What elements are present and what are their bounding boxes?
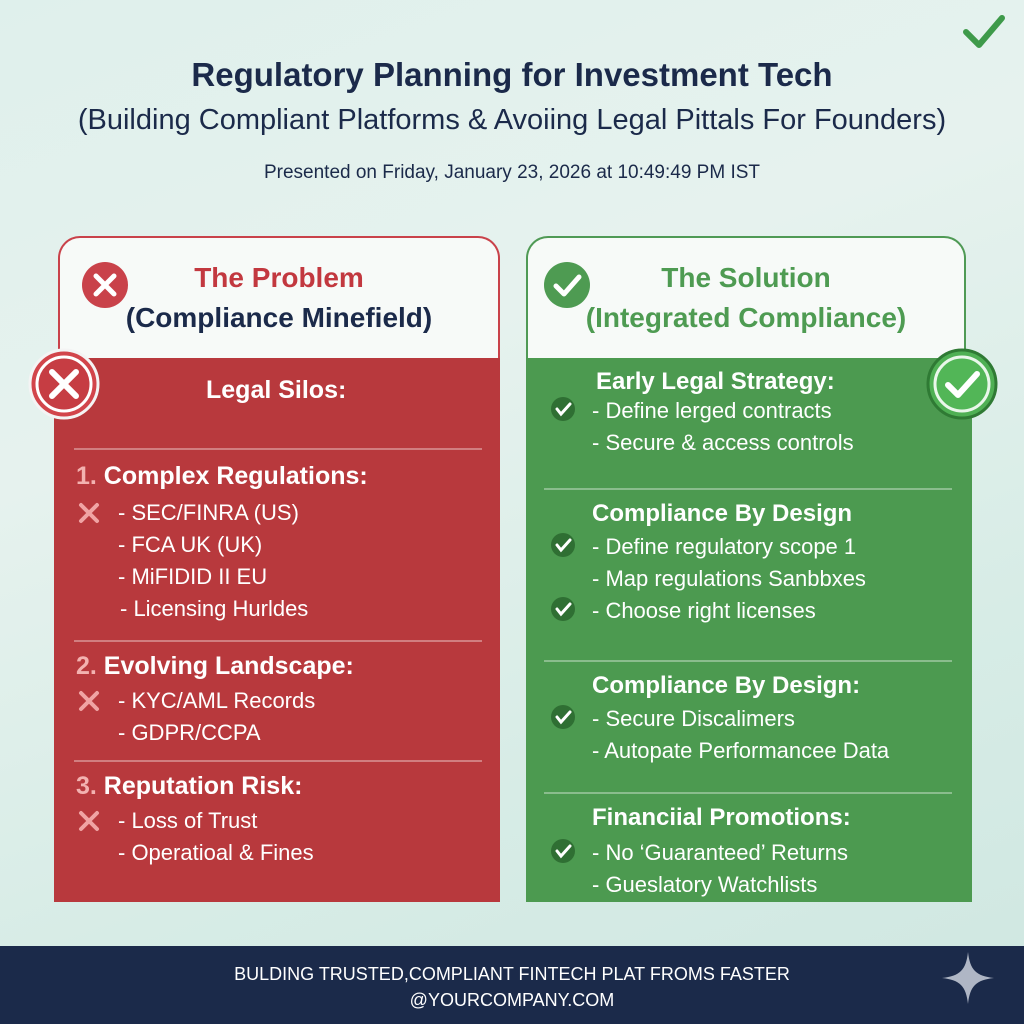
list-item: - No ‘Guaranteed’ Returns [592,840,848,865]
check-badge-icon [926,348,998,420]
divider [544,660,952,662]
list-item: - FCA UK (UK) [118,532,263,557]
cross-icon [76,500,102,526]
divider [74,448,482,450]
cross-icon [76,808,102,834]
sparkle-icon [940,950,996,1006]
check-icon [550,704,576,730]
footer-tagline: BULDING TRUSTED,COMPLIANT FINTECH PLAT FROMS FASTER [234,964,790,984]
list-item: - SEC/FINRA (US) [118,500,299,525]
section-heading: Compliance By Design [592,500,853,527]
section-heading: Financiial Promotions: [592,804,851,831]
list-item: - Operatioal & Fines [118,840,314,865]
problem-panel [54,236,500,902]
presentation-date: Presented on Friday, January 23, 2026 at 10:49:49 PM IST [263,162,761,183]
problem-title: The Problem [194,262,364,293]
cross-icon [76,688,102,714]
problem-subtitle: (Compliance Minefield) [125,302,433,333]
check-icon [550,838,576,864]
problem-panel-header [58,236,500,358]
divider [74,640,482,642]
solution-title: The Solution [661,262,831,293]
page-title: Regulatory Planning for Investment Tech [191,56,833,93]
solution-panel-header [526,236,966,358]
list-item: - Choose right licenses [592,598,816,623]
section-heading: 2. Evolving Landscape: [76,652,354,680]
check-icon [550,532,576,558]
list-item: - Loss of Trust [118,808,258,833]
divider [544,488,952,490]
list-item: - Map regulations Sanbbxes [592,566,866,591]
list-item: - KYC/AML Records [118,688,316,713]
check-icon [550,396,576,422]
divider [74,760,482,762]
list-item: - Define regulatory scope 1 [592,534,857,559]
section-heading: 1. Complex Regulations: [76,462,368,490]
list-item: - Licensing Hurldes [120,596,309,621]
footer [0,946,1024,1024]
problem-panel-body [54,358,500,902]
solution-panel-body [526,358,972,902]
section-heading: Early Legal Strategy: [596,368,835,395]
legal-silos-heading: Legal Silos: [206,376,347,404]
solution-panel [526,236,972,902]
list-item: - GDPR/CCPA [118,720,261,745]
section-heading: Compliance By Design: [592,672,861,699]
close-badge-icon [28,348,100,420]
list-item: - Gueslatory Watchlists [592,872,818,897]
list-item: - Autopate Performancee Data [592,738,890,763]
list-item: - Secure Discalimers [592,706,795,731]
divider [544,792,952,794]
list-item: - Secure & access controls [592,430,854,455]
list-item: - Define lerged contracts [592,398,832,423]
section-heading: 3. Reputation Risk: [76,772,303,800]
solution-subtitle: (Integrated Compliance) [585,302,907,333]
check-icon [962,12,1006,52]
footer-website: @YOURCOMPANY.COM [409,990,615,1010]
page-subtitle: (Building Compliant Platforms & Avoiing Legal Pittals For Founders) [77,104,947,136]
list-item: - MiFIDID II EU [118,564,268,589]
check-icon [550,596,576,622]
